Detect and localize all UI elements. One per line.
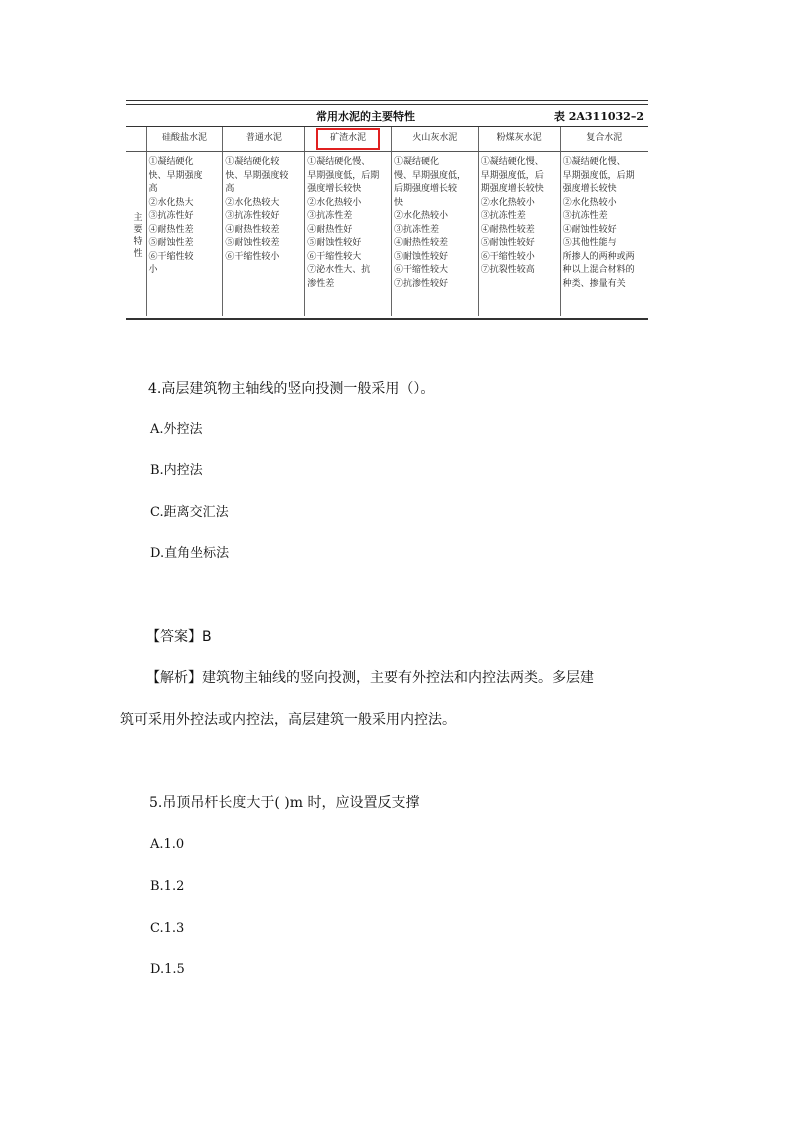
cell-text-line: ④耐热性较差 [394,238,449,248]
cell-text-line: 快、早期强度 [148,170,203,181]
highlight-box-slag [316,128,380,150]
cell-flyash [478,152,560,317]
table-bottom-rule [126,318,648,320]
table-body-row [126,152,648,317]
cell-text-line: ④耐热性较差 [225,224,280,235]
corner-cell [126,127,146,152]
cell-text-line: ④耐热性较差 [480,224,535,235]
cell-text-line: 种以上混合材料的 [562,265,635,275]
cell-text-line: ①凝结硬化慢、 [480,157,544,167]
col-header-composite [560,127,648,152]
cell-text-line: 高 [225,184,235,194]
cell-text-line: ③抗冻性较好 [225,211,280,221]
q4-option-a: A.外控法 [150,422,203,437]
cell-text-line: 渗性差 [307,278,335,289]
col-header-label: 粉煤灰水泥 [496,133,542,144]
cell-text-line: ②水化热较小 [394,211,449,221]
cell-text-line: ⑤其他性能与 [562,238,617,248]
cell-text-line: 后期强度增长较 [394,184,458,194]
cell-text-line: ③抗冻性差 [480,211,526,221]
cell-text-line: ①凝结硬化 [148,157,194,167]
cell-text-line: ①凝结硬化 [394,157,440,167]
cell-text-line: 快、早期强度较 [225,170,289,181]
table-top-rule-inner [126,104,648,105]
cell-text-line: ③抗冻性好 [148,211,194,221]
analysis-label: 【解析】 [146,670,202,686]
cement-properties-table-image [126,98,648,322]
cell-text-line: ④耐热性差 [148,224,194,235]
cell-text-line: ⑤耐蚀性较差 [225,238,280,248]
cell-text-line: ⑤耐蚀性较好 [394,251,449,262]
q5-option-c: C.1.3 [150,921,185,936]
cell-text-line: 小 [148,265,158,275]
analysis-text-1: 建筑物主轴线的竖向投测，主要有外控法和内控法两类。多层建 [202,670,594,686]
cell-text-line: ④耐热性好 [307,224,353,235]
cell-text-line: 高 [148,184,158,194]
cell-text-line: ⑤耐蚀性较好 [307,238,362,248]
cell-text-line: 慢、早期强度低， [394,170,467,181]
cell-text-line: ④耐蚀性较好 [562,224,617,235]
table-number: 表 2A311032–2 [553,110,644,123]
cell-text-line: ②水化热较小 [307,197,362,208]
cell-text-line: ⑤耐蚀性较好 [480,238,535,248]
col-header-slag [305,127,392,152]
table-title: 常用水泥的主要特性 [316,110,415,123]
col-header-pozzolana [392,127,479,152]
cell-text-line: ⑥干缩性较小 [225,251,280,262]
q4-option-d: D.直角坐标法 [150,546,230,561]
cell-slag [305,152,392,317]
cell-text-line: ①凝结硬化较 [225,157,280,167]
q4-option-b: B.内控法 [150,463,203,478]
cell-text-line: 早期强度低，后期 [307,170,380,181]
col-header-label: 矿渣水泥 [330,133,367,144]
cell-text-line: ②水化热较小 [480,197,535,208]
table-header-row [126,127,648,152]
table-top-rule [126,100,648,101]
cell-composite [560,152,648,317]
cell-text-line: 所掺人的两种或两 [562,251,635,262]
cell-ordinary [223,152,305,317]
cell-text-line: ②水化热较大 [225,197,280,208]
col-header-label: 普通水泥 [245,133,282,144]
col-header-flyash [478,127,560,152]
cell-text-line: 早期强度低，后期 [562,170,635,181]
cell-text-line: 期强度增长较快 [480,184,544,194]
answer-value: B [202,629,212,645]
cell-text-line: ⑥干缩性较小 [480,251,535,262]
cell-text-line: 强度增长较快 [307,184,362,194]
answer-line [146,627,212,647]
cell-text-line: ③抗冻性差 [562,211,608,221]
cement-properties-table [126,127,648,316]
cell-text-line: ⑦抗渗性较好 [394,278,449,289]
cell-text-line: ②水化热大 [148,197,194,208]
col-header-label: 硅酸盐水泥 [161,133,207,144]
col-header-label: 火山灰水泥 [412,133,458,144]
cell-text-line: 种类、掺量有关 [562,278,626,289]
col-header-label: 复合水泥 [586,133,623,144]
cell-text-line: ⑥干缩性较 [148,251,194,262]
cell-text-line: ⑦泌水性大、抗 [307,265,371,275]
answer-label: 【答案】 [146,629,202,645]
cell-text-line: 强度增长较快 [562,184,617,194]
q5-option-d: D.1.5 [150,962,185,977]
q4-option-c: C.距离交汇法 [150,505,229,520]
q4-stem: 4.高层建筑物主轴线的竖向投测一般采用（）。 [148,381,435,397]
cell-text-line: 早期强度低，后 [480,170,544,181]
cell-text-line: ②水化热较小 [562,197,617,208]
q5-option-b: B.1.2 [150,879,185,894]
cell-text-line: 快 [394,197,404,208]
row-header: 主要特性 [131,212,142,260]
cell-text-line: ③抗冻性差 [394,224,440,235]
q5-stem: 5.吊顶吊杆长度大于( )m 时，应设置反支撑 [149,795,420,811]
cell-text-line: ①凝结硬化慢、 [562,157,626,167]
cell-text-line: ⑦抗裂性较高 [480,265,535,275]
analysis-line-2: 筑可采用外控法或内控法，高层建筑一般采用内控法。 [120,712,456,728]
cell-portland [146,152,223,317]
col-header-portland [146,127,223,152]
analysis-line-1 [146,668,594,688]
cell-text-line: ③抗冻性差 [307,211,353,221]
cell-text-line: ⑥干缩性较大 [394,265,449,275]
cell-text-line: ①凝结硬化慢、 [307,157,371,167]
cell-pozzolana [392,152,479,317]
q5-option-a: A.1.0 [150,837,185,852]
cell-text-line: ⑥干缩性较大 [307,251,362,262]
col-header-ordinary [223,127,305,152]
cell-text-line: ⑤耐蚀性差 [148,238,194,248]
